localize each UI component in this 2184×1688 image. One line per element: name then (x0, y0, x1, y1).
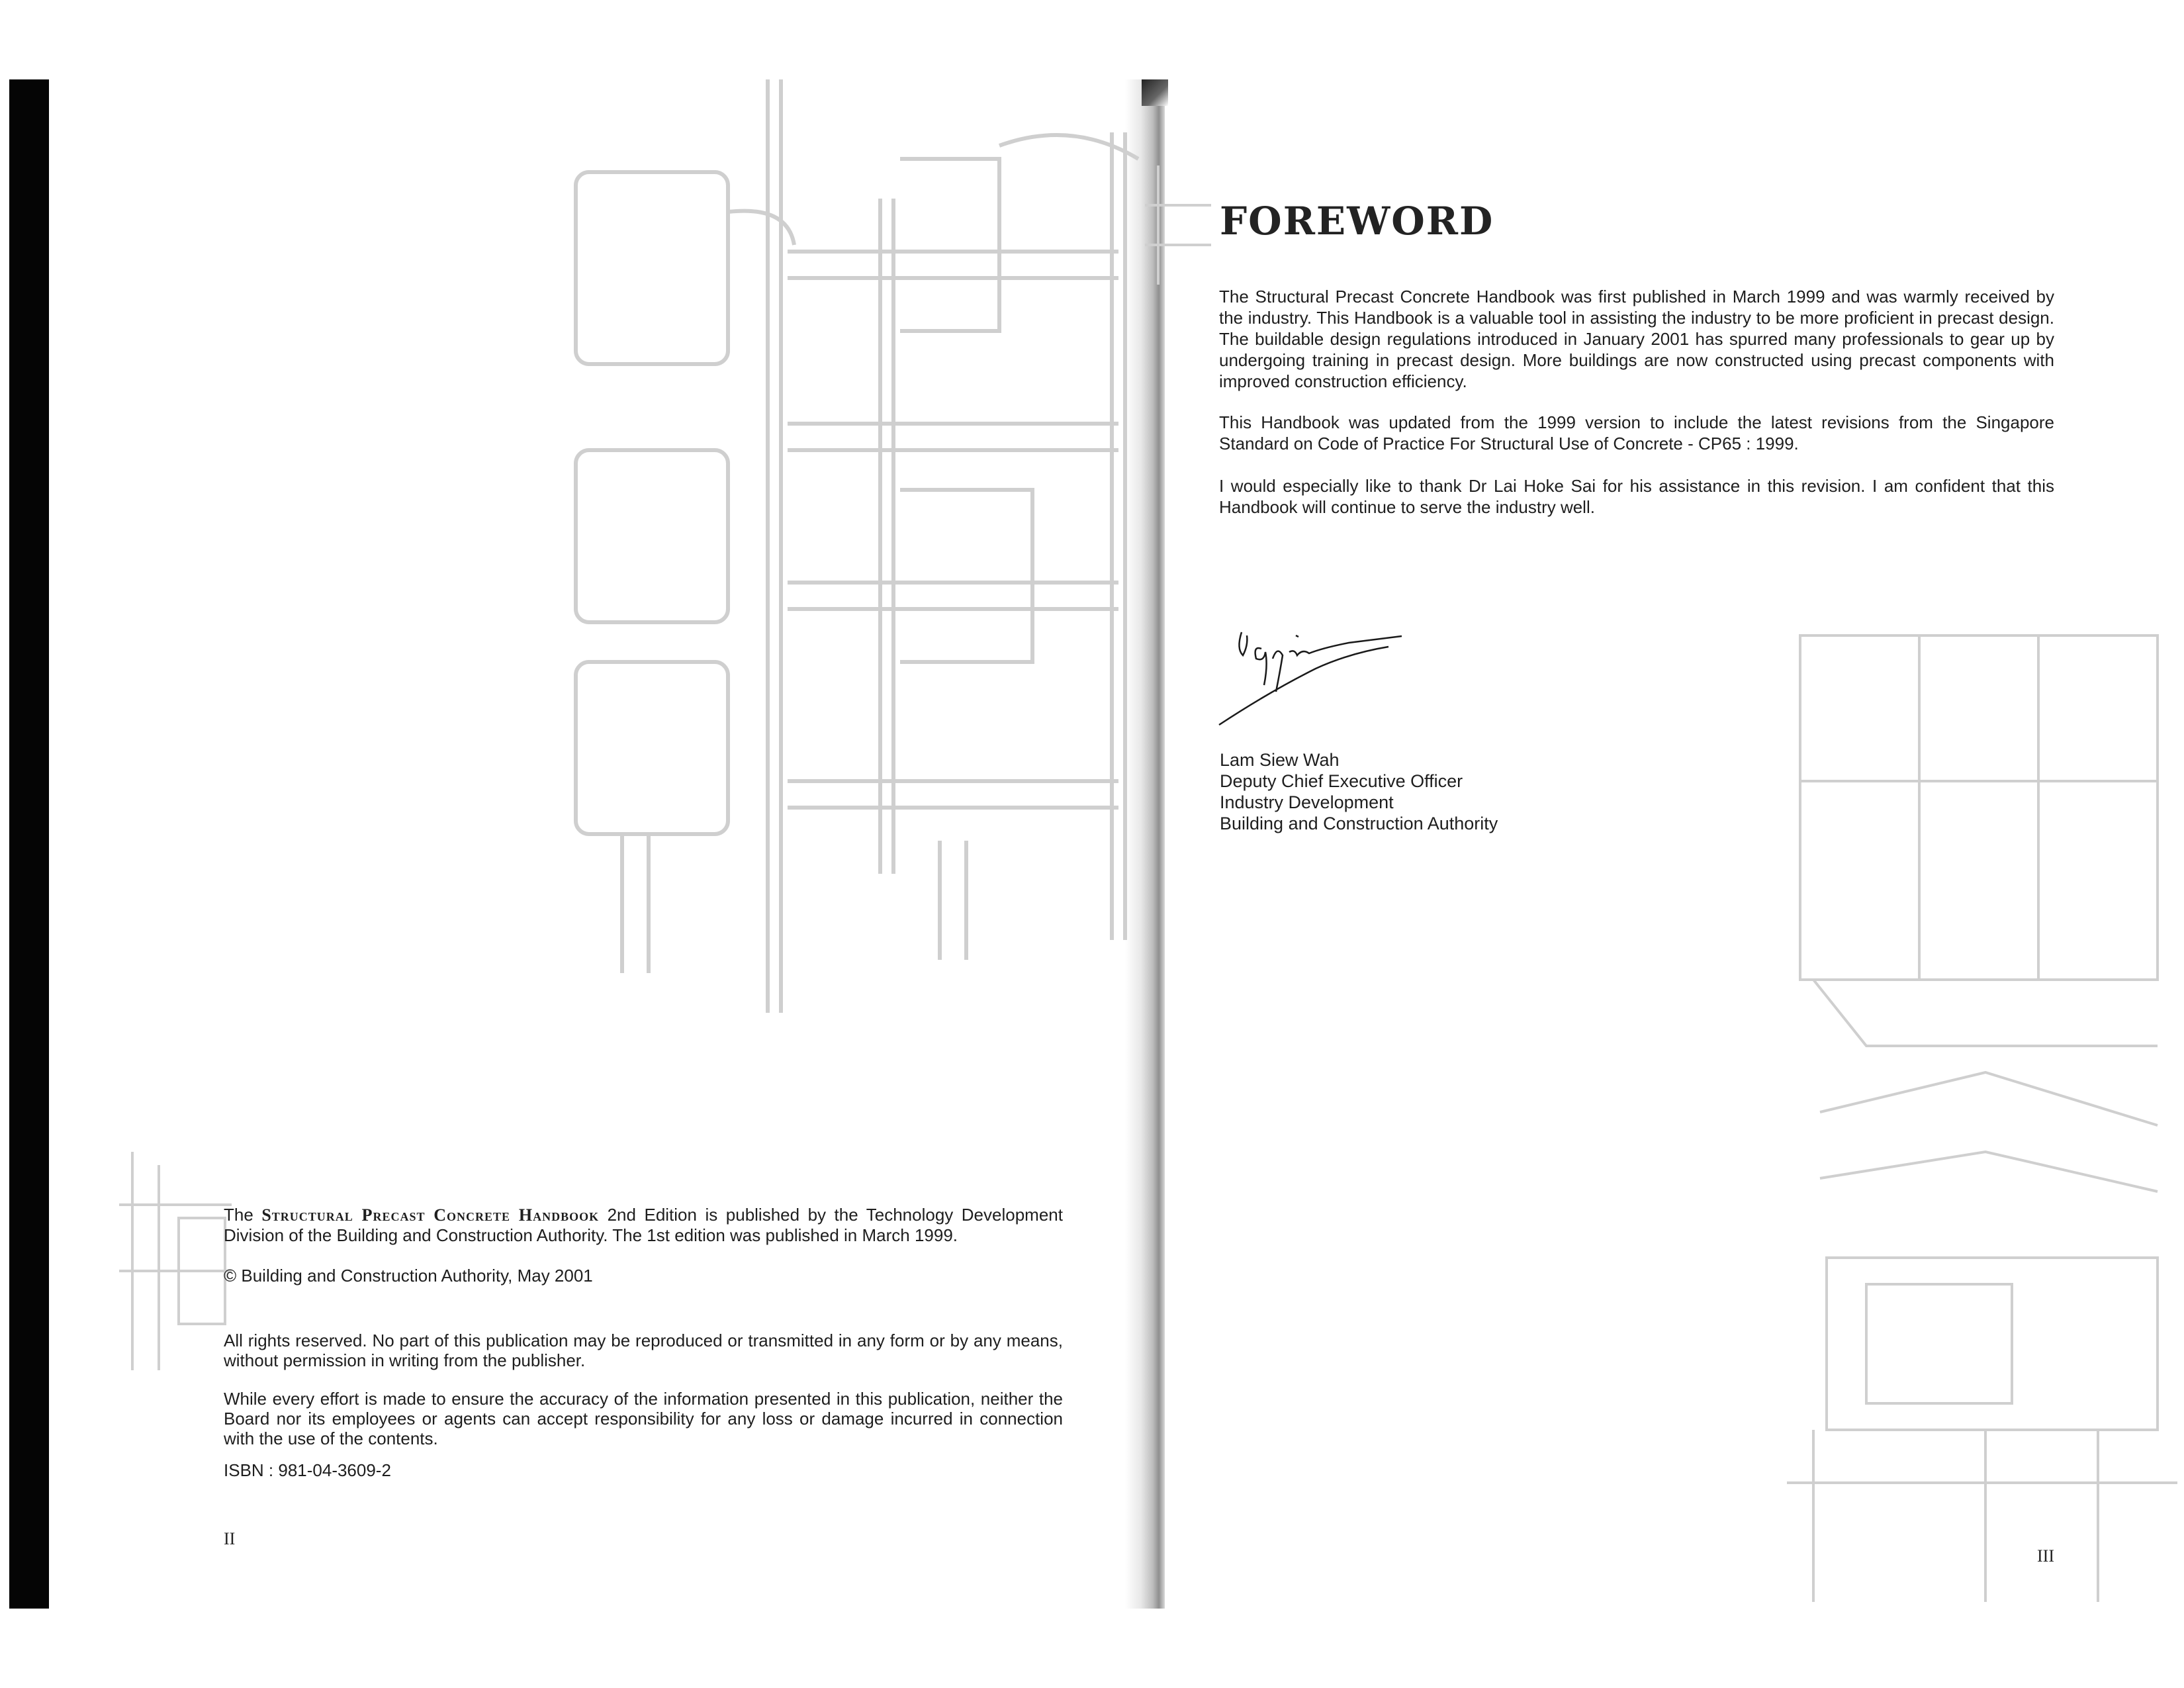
signatory-title: Deputy Chief Executive Officer (1220, 771, 1463, 791)
isbn-text: ISBN : 981-04-3609-2 (224, 1460, 391, 1480)
edition-prefix: The (224, 1205, 253, 1225)
foreword-paragraph-1: The Structural Precast Concrete Handbook was first published in March 1999 and was warmly received by the industry. This Handbook is a valuable tool in assisting the industry to be more proficient in precast design. The buildable design regulations introduced in January 2001 has spurred many professionals to gear up by undergoing training in precast design. More buildings are now constructed using precast components with improved construction efficiency. (1219, 287, 2054, 391)
edition-statement (224, 1205, 1063, 1245)
signatory-name: Lam Siew Wah (1220, 750, 1340, 770)
book-binding-edge (9, 79, 49, 1609)
disclaimer-text: While every effort is made to ensure the accuracy of the information presented in this publication, neither the Board nor its employees or agents can accept responsibility for any loss or damage incurred in connection with the use of the contents. (224, 1389, 1063, 1448)
signatory-department: Industry Development (1220, 792, 1394, 812)
copyright-text: © Building and Construction Authority, May 2001 (224, 1266, 593, 1286)
handwritten-signature (1216, 619, 1415, 731)
publication-title: Structural Precast Concrete Handbook (261, 1205, 600, 1225)
disclaimer-notice (224, 1389, 1063, 1448)
left-page-number: II (224, 1529, 236, 1548)
structure-fragment-illustration (119, 1152, 232, 1370)
publication-info (224, 1205, 1063, 1245)
foreword-paragraph-3: I would especially like to thank Dr Lai Hoke Sai for his assistance in this revision. I am confident that this Handbook will continue to serve the industry well. (1219, 476, 2054, 517)
page-title: FOREWORD (1220, 199, 1494, 244)
foreword-paragraph-2: This Handbook was updated from the 1999 version to include the latest revisions from the Singapore Standard on Code of Practice For Structural Use of Concrete - CP65 : 1999. (1219, 412, 2054, 453)
rights-notice (224, 1331, 1063, 1370)
right-page-number: III (2037, 1546, 2054, 1566)
signatory-organization: Building and Construction Authority (1220, 814, 1498, 833)
isbn-line (224, 1460, 1063, 1480)
precast-structure-illustration (569, 79, 1145, 1013)
edition-text: 2nd Edition is published by the Technology Development Division of the Building and Construction Authority. The 1st edition was published in March 1999. (224, 1205, 1063, 1245)
signatory-block (1220, 749, 1498, 834)
rights-text: All rights reserved. No part of this publication may be reproduced or transmitted in any form or by any means, without permission in writing from the publisher. (224, 1331, 1063, 1370)
building-sketch-illustration (1787, 583, 2177, 1602)
structure-edge-illustration (1145, 165, 1211, 285)
copyright-notice (224, 1266, 1063, 1286)
gutter-corner-shadow (1142, 79, 1168, 106)
